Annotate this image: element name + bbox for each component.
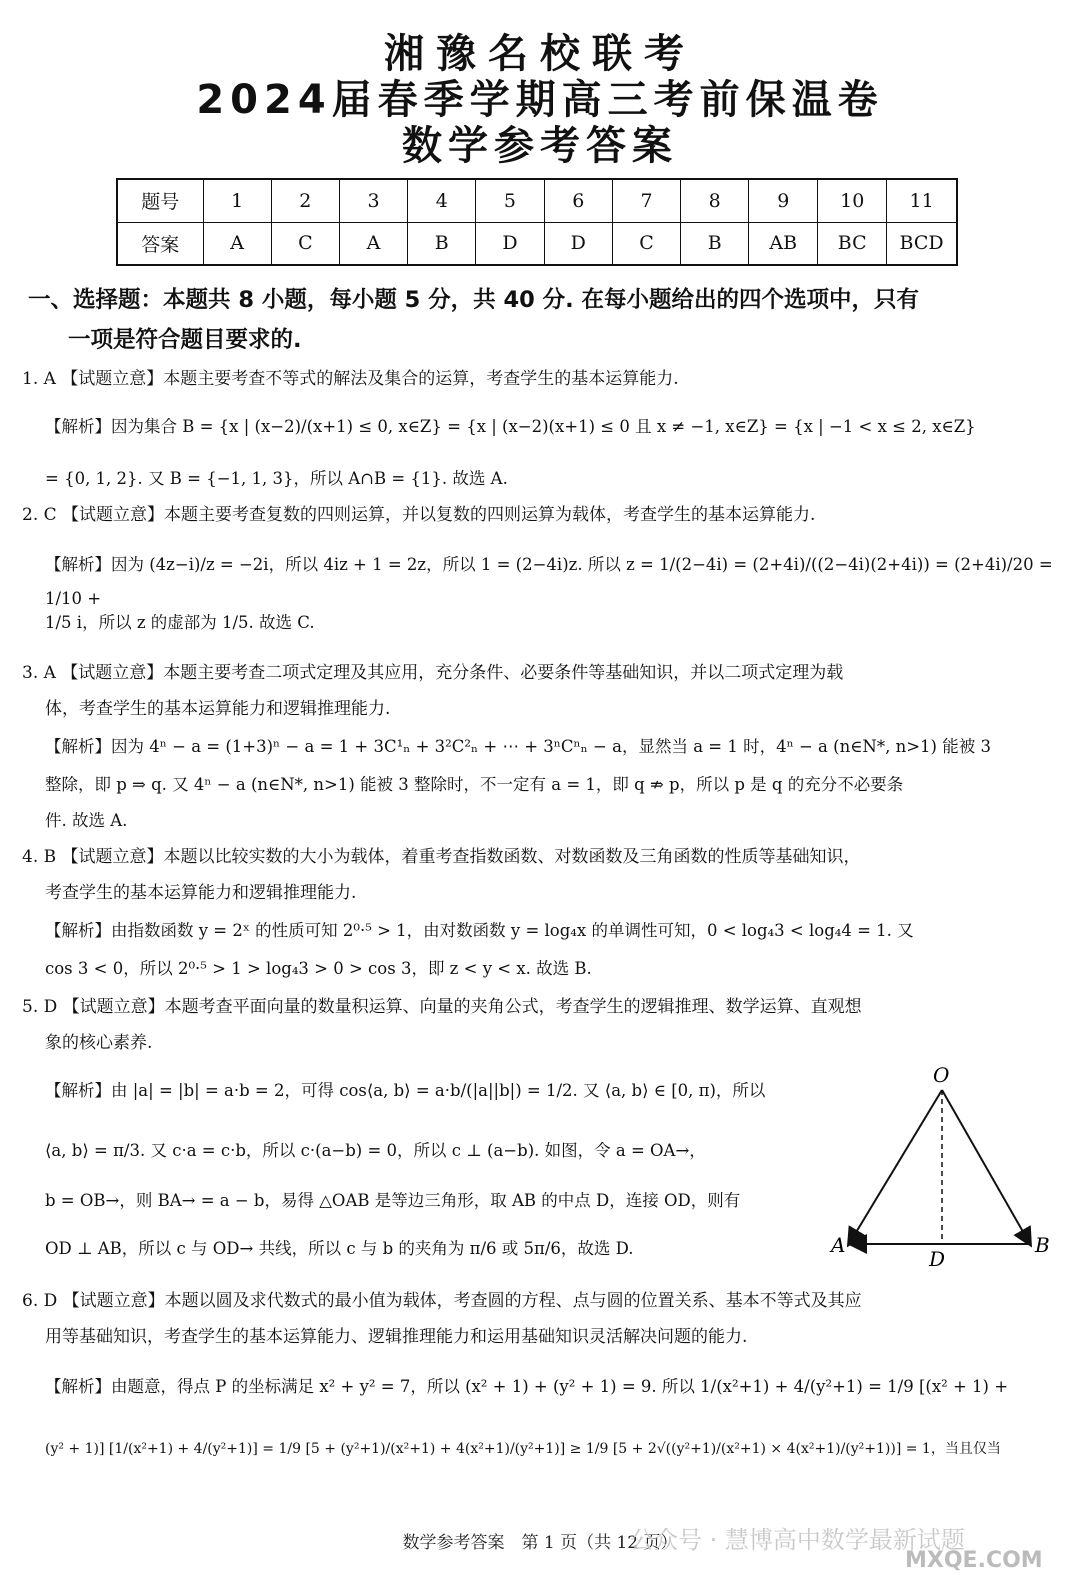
table-cell: C — [271, 222, 339, 265]
table-cell: 11 — [887, 179, 957, 222]
q6-intent-line2: 用等基础知识，考查学生的基本运算能力、逻辑推理能力和运用基础知识灵活解决问题的能力. — [45, 1327, 748, 1347]
exam-title-line2: 2024届春季学期高三考前保温卷 — [196, 77, 884, 123]
label-b: B — [1035, 1233, 1050, 1257]
triangle-figure — [825, 1062, 1060, 1272]
q6-solution-line2: (y² + 1)] [1/(x²+1) + 4/(y²+1)] = 1/9 [5 + (y²+1)/(x²+1) + 4(x²+1)/(y²+1)] ≥ 1/9 [5 + 2√((y²+1)/(x²+1) × 4(x²+1)/(y²+1))] = 1，当且仅当 — [45, 1441, 1001, 1457]
q3-intent-line2: 体，考查学生的基本运算能力和逻辑推理能力. — [45, 699, 391, 719]
table-cell: 6 — [544, 179, 612, 222]
q3-solution-line2: 整除，即 p ⇒ q. 又 4ⁿ − a (n∈N*, n>1) 能被 3 整除时，不一定有 a = 1，即 q ⇏ p，所以 p 是 q 的充分不必要条 — [45, 775, 904, 794]
table-cell: BCD — [887, 222, 957, 265]
table-cell: B — [408, 222, 476, 265]
q2-solution-line1: 【解析】因为 (4z−i)/z = −2i，所以 4iz + 1 = 2z，所以 1 = (2−4i)z. 所以 z = 1/(2−4i) = (2+4i)/((2−4i)(2+4i)) = (2+4i)/20 = 1/10 + — [45, 555, 1053, 608]
row-label-answer: 答案 — [117, 222, 203, 265]
q1-solution-line2: = {0, 1, 2}. 又 B = {−1, 1, 3}，所以 A∩B = {1}. 故选 A. — [45, 469, 508, 488]
q5-solution-line1: 【解析】由 |a| = |b| = a·b = 2，可得 cos⟨a, b⟩ = a·b/(|a||b|) = 1/2. 又 ⟨a, b⟩ ∈ [0, π)，所以 — [45, 1081, 766, 1100]
q5-solution-line4: OD ⊥ AB，所以 c 与 OD→ 共线，所以 c 与 b 的夹角为 π/6 或 5π/6，故选 D. — [45, 1239, 634, 1258]
table-cell: 3 — [339, 179, 407, 222]
answer-table-number-row — [117, 179, 957, 222]
row-label-number: 题号 — [117, 179, 203, 222]
table-cell: D — [476, 222, 544, 265]
q4-intent-line1: 4. B 【试题立意】本题以比较实数的大小为载体，着重考查指数函数、对数函数及三角函数的性质等基础知识， — [22, 847, 861, 867]
table-cell: B — [681, 222, 749, 265]
q3-intent-line1: 3. A 【试题立意】本题主要考查二项式定理及其应用，充分条件、必要条件等基础知识，并以二项式定理为载 — [22, 663, 844, 683]
answer-table-answer-row — [117, 222, 957, 265]
vector-oa-line — [849, 1090, 942, 1244]
q5-intent-line2: 象的核心素养. — [45, 1033, 153, 1053]
table-cell: C — [612, 222, 680, 265]
table-cell: 7 — [612, 179, 680, 222]
section-heading-line2: 一项是符合题目要求的. — [68, 327, 302, 353]
label-d: D — [929, 1247, 946, 1271]
section-heading-line1: 一、选择题：本题共 8 小题，每小题 5 分，共 40 分. 在每小题给出的四个选项中，只有 — [28, 287, 920, 313]
table-cell: 4 — [408, 179, 476, 222]
vector-ob-line — [942, 1090, 1030, 1244]
q4-solution-line1: 【解析】由指数函数 y = 2ˣ 的性质可知 2⁰·⁵ > 1，由对数函数 y = log₄x 的单调性可知，0 < log₄3 < log₄4 = 1. 又 — [45, 921, 914, 940]
q6-solution-line1: 【解析】由题意，得点 P 的坐标满足 x² + y² = 7，所以 (x² + 1) + (y² + 1) = 9. 所以 1/(x²+1) + 4/(y²+1) = 1/9 [(x² + 1) + — [45, 1377, 1009, 1396]
watermark: 公众号 · 慧博高中数学最新试题 — [630, 1526, 965, 1554]
answer-table — [116, 178, 958, 266]
q3-solution-line3: 件. 故选 A. — [45, 811, 128, 830]
table-cell: D — [544, 222, 612, 265]
q5-intent-line1: 5. D 【试题立意】本题考查平面向量的数量积运算、向量的夹角公式，考查学生的逻辑推理、数学运算、直观想 — [22, 997, 862, 1017]
table-cell: A — [339, 222, 407, 265]
watermark-site: MXQE.COM — [905, 1548, 1043, 1573]
page-footer: 数学参考答案 第 1 页（共 12 页） — [402, 1533, 678, 1553]
table-cell: 1 — [203, 179, 271, 222]
table-cell: 9 — [749, 179, 818, 222]
label-a: A — [831, 1233, 846, 1257]
exam-title-line1: 湘豫名校联考 — [384, 31, 696, 77]
q4-intent-line2: 考查学生的基本运算能力和逻辑推理能力. — [45, 883, 357, 903]
table-cell: BC — [818, 222, 887, 265]
q3-solution-line1: 【解析】因为 4ⁿ − a = (1+3)ⁿ − a = 1 + 3C¹ₙ + 3²C²ₙ + ⋯ + 3ⁿCⁿₙ − a，显然当 a = 1 时，4ⁿ − a (n∈N*, n>1) 能被 3 — [45, 737, 991, 756]
table-cell: AB — [749, 222, 818, 265]
q5-solution-line2: ⟨a, b⟩ = π/3. 又 c·a = c·b，所以 c·(a−b) = 0，所以 c ⊥ (a−b). 如图，令 a = OA→， — [45, 1141, 706, 1160]
table-cell: A — [203, 222, 271, 265]
q6-intent-line1: 6. D 【试题立意】本题以圆及求代数式的最小值为载体，考查圆的方程、点与圆的位置关系、基本不等式及其应 — [22, 1291, 862, 1311]
table-cell: 8 — [681, 179, 749, 222]
q1-intent: 1. A 【试题立意】本题主要考查不等式的解法及集合的运算，考查学生的基本运算能力. — [22, 369, 679, 389]
q1-solution-line1: 【解析】因为集合 B = {x | (x−2)/(x+1) ≤ 0, x∈Z} = {x | (x−2)(x+1) ≤ 0 且 x ≠ −1, x∈Z} = {x | −1 < x ≤ 2, x∈Z} — [45, 417, 976, 436]
q2-solution-line2: 1/5 i，所以 z 的虚部为 1/5. 故选 C. — [45, 613, 315, 632]
q2-intent: 2. C 【试题立意】本题主要考查复数的四则运算，并以复数的四则运算为载体，考查学生的基本运算能力. — [22, 505, 816, 525]
table-cell: 5 — [476, 179, 544, 222]
q4-solution-line2: cos 3 < 0，所以 2⁰·⁵ > 1 > log₄3 > 0 > cos 3，即 z < y < x. 故选 B. — [45, 959, 592, 978]
table-cell: 10 — [818, 179, 887, 222]
label-o: O — [933, 1063, 950, 1087]
section-heading — [28, 280, 1058, 360]
exam-title-line3: 数学参考答案 — [402, 123, 678, 169]
q5-solution-line3: b = OB→，则 BA→ = a − b，易得 △OAB 是等边三角形，取 AB 的中点 D，连接 OD，则有 — [45, 1191, 741, 1210]
table-cell: 2 — [271, 179, 339, 222]
